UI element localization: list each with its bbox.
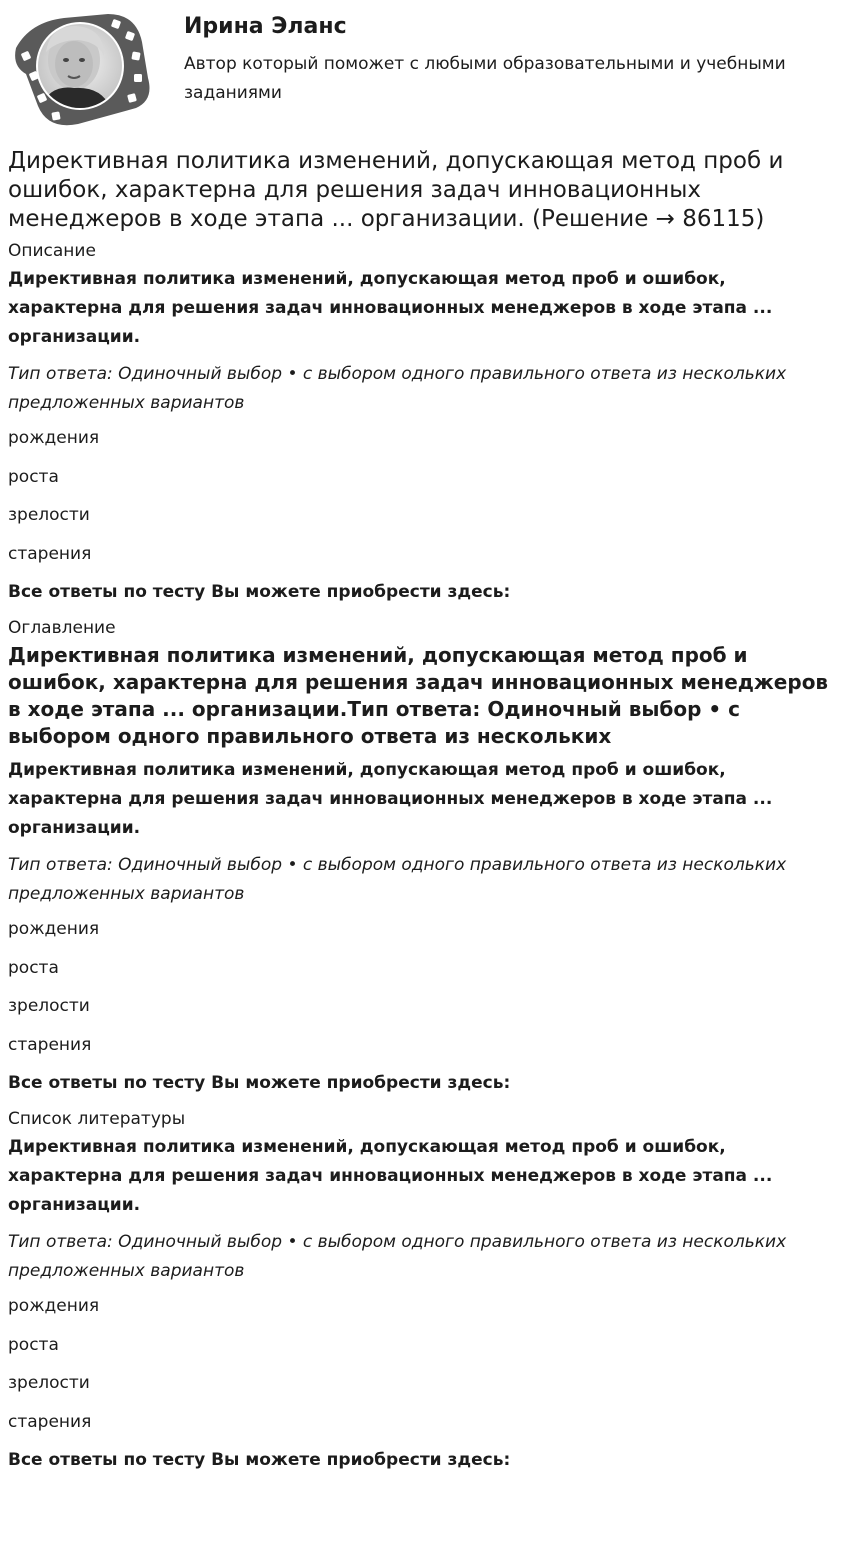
- section-label: Оглавление: [8, 618, 116, 638]
- answer-option: старения: [8, 543, 92, 564]
- section-description: [8, 239, 840, 604]
- answer-option: рождения: [8, 428, 100, 448]
- answer-option: рождения: [8, 1296, 100, 1316]
- buy-answers-text: Все ответы по тесту Вы можете приобрести здесь:: [8, 1073, 511, 1093]
- answer-option: роста: [8, 466, 59, 487]
- author-description: Автор который поможет с любыми образовательными и учебными заданиями: [184, 54, 786, 103]
- answer-option: старения: [8, 1411, 92, 1432]
- question-text: Директивная политика изменений, допускающая метод проб и ошибок, характерна для решения задач инновационных менеджеров в ходе этапа ... организации.: [8, 1137, 773, 1215]
- answer-option: зрелости: [8, 505, 90, 525]
- question-text: Директивная политика изменений, допускающая метод проб и ошибок, характерна для решения задач инновационных менеджеров в ходе этапа ... организации.: [8, 269, 773, 347]
- question-text: Директивная политика изменений, допускающая метод проб и ошибок, характерна для решения задач инновационных менеджеров в ходе этапа ... организации.: [8, 760, 773, 838]
- author-name[interactable]: Ирина Эланс: [184, 14, 347, 39]
- buy-answers-text: Все ответы по тесту Вы можете приобрести здесь:: [8, 1450, 511, 1470]
- answer-option: старения: [8, 1034, 92, 1055]
- buy-answers-text: Все ответы по тесту Вы можете приобрести здесь:: [8, 582, 511, 602]
- section-toc: [8, 616, 840, 1095]
- page-title: Директивная политика изменений, допускающая метод проб и ошибок, характерна для решения задач инновационных менеджеров в ходе этапа ... организации. (Решение → 86115): [8, 148, 784, 232]
- answer-option: роста: [8, 1334, 59, 1355]
- answer-option: рождения: [8, 919, 100, 939]
- section-label: Описание: [8, 241, 96, 261]
- answer-type: Тип ответа: Одиночный выбор • с выбором одного правильного ответа из нескольких предложенных вариантов: [8, 1232, 787, 1281]
- answer-option: роста: [8, 957, 59, 978]
- main-content: [8, 147, 840, 1484]
- answer-option: зрелости: [8, 996, 90, 1016]
- section-references: [8, 1107, 840, 1472]
- answer-type: Тип ответа: Одиночный выбор • с выбором одного правильного ответа из нескольких предложенных вариантов: [8, 855, 787, 904]
- answer-option: зрелости: [8, 1373, 90, 1393]
- toc-heading: Директивная политика изменений, допускающая метод проб и ошибок, характерна для решения задач инновационных менеджеров в ходе этапа ... организации.Тип ответа: Одиночный выбор • с выбором одного правильного ответа из нескольких: [8, 643, 829, 748]
- author-block: [8, 8, 838, 128]
- answer-type: Тип ответа: Одиночный выбор • с выбором одного правильного ответа из нескольких предложенных вариантов: [8, 364, 787, 413]
- author-avatar: [8, 8, 152, 128]
- section-label: Список литературы: [8, 1109, 186, 1129]
